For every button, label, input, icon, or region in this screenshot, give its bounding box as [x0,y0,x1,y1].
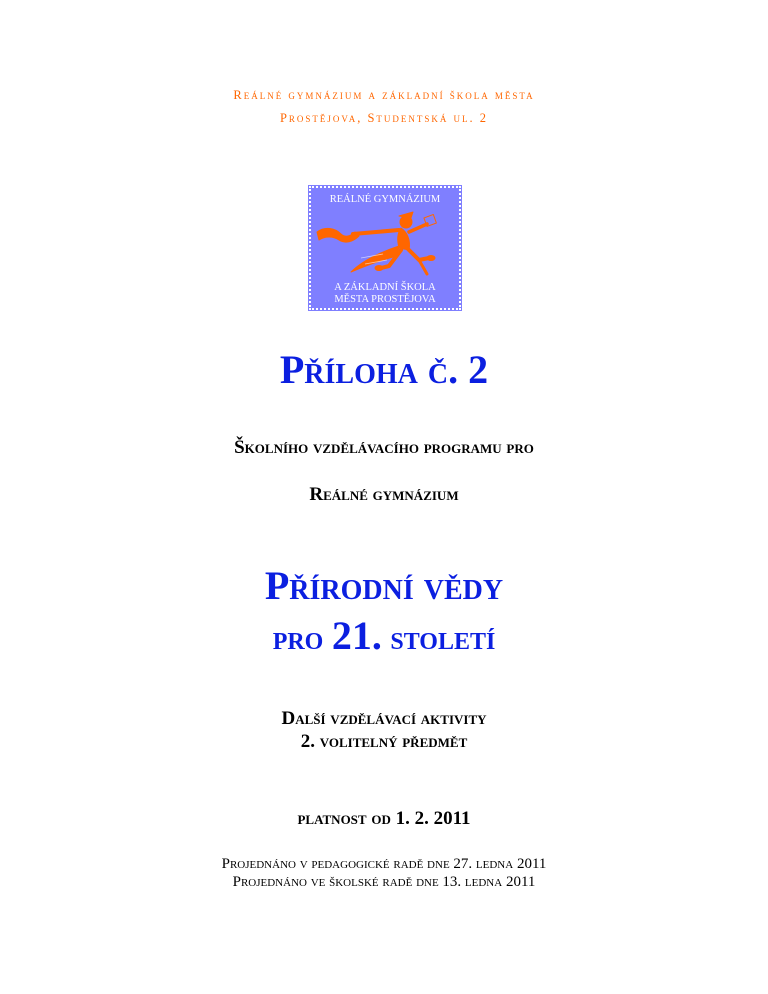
program-name-line-1 [0,564,768,608]
approval-pedagogical-date: ledna 2011 [475,856,547,872]
approval-school-board-prefix: Projednáno ve školské radě dne [232,874,439,890]
header-school-name [0,88,768,103]
logo-bottom-text-2: MĚSTA PROSTĚJOVA [334,294,436,305]
program-name-suffix: století [390,620,496,657]
validity-date: 1. 2. 2011 [395,808,471,829]
header-line-2: Prostějova, Studentská ul. 2 [279,111,489,125]
approval-school-board-day: 13. [442,874,462,890]
program-name-prefix: pro [272,620,324,657]
activities-text-2: 2. volitelný předmět [300,731,468,752]
validity [0,807,768,831]
appendix-title [0,348,768,392]
program-name-number: 21. [331,613,382,658]
header-line-1: Reálné gymnázium a základní škola města [233,88,535,102]
approval-school-board-date: ledna 2011 [464,874,536,890]
activities-line-2 [0,731,768,753]
program-name-text-1: Přírodní vědy [264,563,504,608]
logo-top-text: REÁLNÉ GYMNÁZIUM [329,194,441,205]
school-type [0,483,768,507]
program-name-line-2 [0,613,768,659]
program-line-text: Školního vzdělávacího programu pro [234,437,534,458]
approval-pedagogical-day: 27. [453,856,473,872]
program-line [0,436,768,460]
activities-text-1: Další vzdělávací aktivity [281,708,487,729]
activities-line-1 [0,708,768,730]
approval-pedagogical [0,855,768,873]
logo-bottom-text-1: A ZÁKLADNÍ ŠKOLA [334,282,436,293]
appendix-title-text: Příloha č. 2 [279,347,489,392]
header-school-address [0,111,768,126]
validity-label: platnost od [297,808,391,829]
approval-school-board [0,873,768,891]
approval-pedagogical-prefix: Projednáno v pedagogické radě dne [221,856,450,872]
school-logo [309,186,461,310]
school-type-text: Reálné gymnázium [309,484,459,505]
